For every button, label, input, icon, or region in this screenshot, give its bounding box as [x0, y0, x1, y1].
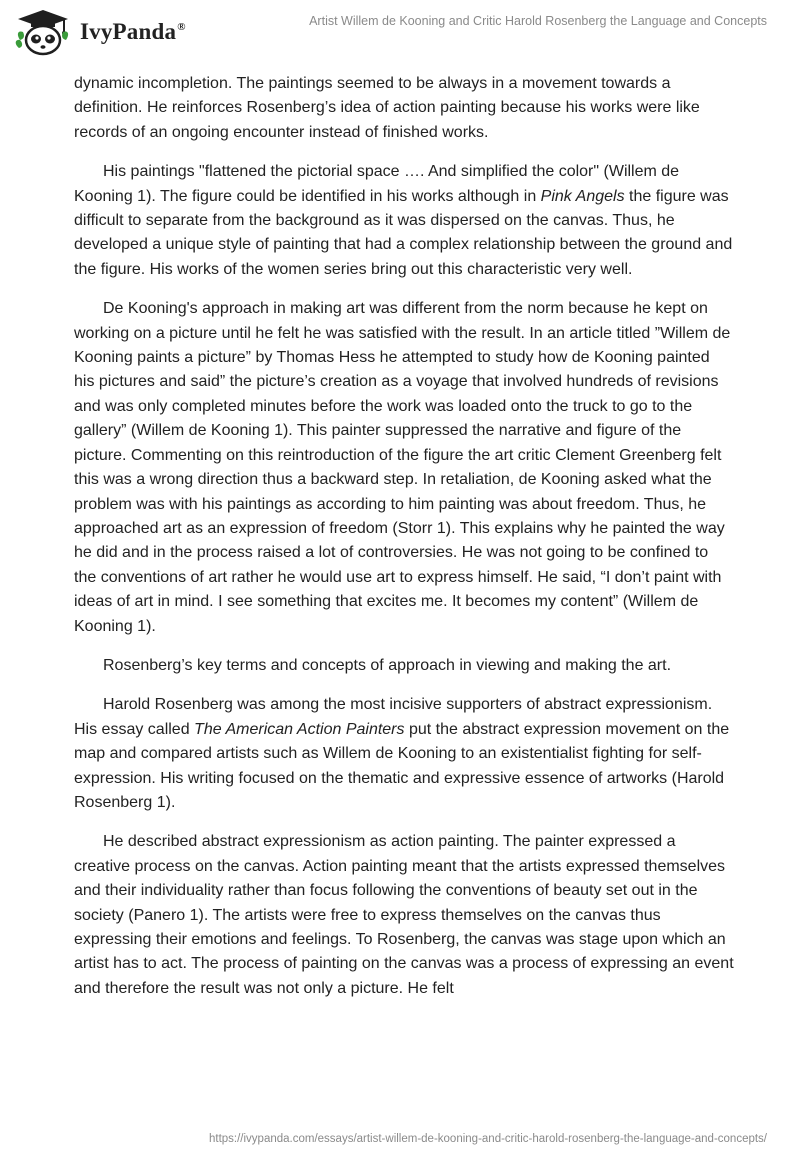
ivypanda-logo[interactable] — [14, 8, 186, 56]
paragraph: He described abstract expressionism as action painting. The painter expressed a creative process on the canvas. Action painting meant that the artists expressed themselves and their individuality rather than focus following the conventions of beauty set out in the society (Panero 1). The artists were free to express themselves on the canvas thus expressing their emotions and feelings. To Rosenberg, the canvas was stage upon which an artist has to act. The process of painting on the canvas was a process of expressing an event and therefore the result was not only a picture. He felt — [74, 833, 734, 997]
document-title: Artist Willem de Kooning and Critic Harold Rosenberg the Language and Concepts — [309, 14, 767, 28]
source-url-link[interactable]: https://ivypanda.com/essays/artist-willem-de-kooning-and-critic-harold-rosenberg-the-language-and-concepts/ — [208, 1133, 767, 1145]
essay-title: The American Action Painters — [194, 720, 405, 738]
section-heading: Rosenberg’s key terms and concepts of approach in viewing and making the art. — [103, 656, 672, 674]
panda-graduate-icon — [14, 8, 72, 56]
essay-body — [74, 72, 734, 1016]
paragraph: Harold Rosenberg was among the most incisive supporters of abstract expressionism. His essay called The American Action Painters put the abstract expression movement on the map and compared artists such as Willem de Kooning to an existentialist fighting for self-expression. His writing focused on the thematic and expressive essence of artworks (Harold Rosenberg 1). — [74, 696, 730, 811]
paragraph: His paintings "flattened the pictorial space …. And simplified the color" (Willem de Kooning 1). The figure could be identified in his works although in Pink Angels the figure was difficult to separate from the background as it was dispersed on the canvas. Thus, he developed a unique style of painting that had a complex relationship between the ground and the figure. His works of the women series bring out this characteristic very well. — [74, 163, 733, 278]
paragraph: De Kooning's approach in making art was different from the norm because he kept on working on a picture until he felt he was satisfied with the result. In an article titled ”Willem de Kooning paints a picture” by Thomas Hess he attempted to study how de Kooning painted his pictures and said” the picture’s creation as a voyage that involved hundreds of revisions and was only completed minutes before the work was loaded onto the truck to go to the gallery” (Willem de Kooning 1). This painter suppressed the narrative and figure of the picture. Commenting on this reintroduction of the figure the art critic Clement Greenberg felt this was a wrong direction thus a backward step. In retaliation, de Kooning asked what the problem was with his paintings as according to him painting was about freedom. Thus, he approached art as an expression of freedom (Storr 1). This explains why he painted the way he did and in the process raised a lot of controversies. He was not going to be confined to the conventions of art rather he would use art to express himself. He said, “I don’t paint with ideas of art in mind. I see something that excites me. It becomes my content” (Willem de Kooning 1). — [74, 300, 731, 635]
paragraph: dynamic incompletion. The paintings seemed to be always in a movement towards a definition. He reinforces Rosenberg’s idea of action painting because his works were like records of an ongoing encounter instead of finished works. — [74, 75, 700, 141]
artwork-title: Pink Angels — [540, 187, 625, 205]
brand-name: IvyPanda® — [80, 19, 186, 44]
